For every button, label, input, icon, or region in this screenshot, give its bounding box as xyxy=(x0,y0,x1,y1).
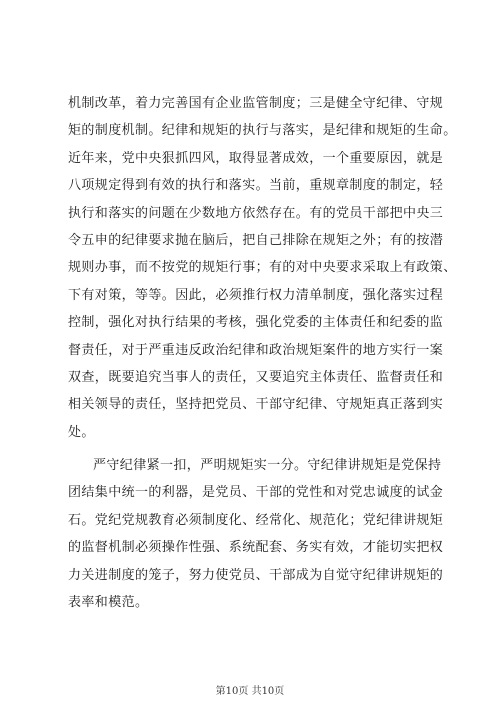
text-line: 下有对策，等等。因此，必须推行权力清单制度，强化落实过程 xyxy=(68,287,444,303)
text-line: 执行和落实的问题在少数地方依然存在。有的党员干部把中央三 xyxy=(68,205,444,221)
text-line: 控制，强化对执行结果的考核，强化党委的主体责任和纪委的监 xyxy=(68,315,444,331)
text-line: 表率和模范。 xyxy=(68,595,149,611)
text-line: 石。党纪党规教育必须制度化、经常化、规范化；党纪律讲规矩 xyxy=(68,512,444,528)
text-line: 督责任，对于严重违反政治纪律和政治规矩案件的地方实行一案 xyxy=(68,342,444,358)
text-line: 八项规定得到有效的执行和落实。当前，重规章制度的制定，轻 xyxy=(68,178,444,194)
text-line: 相关领导的责任，坚持把党员、干部守纪律、守规矩真正落到实 xyxy=(68,397,444,413)
text-line: 团结集中统一的利器，是党员、干部的党性和对党忠诚度的试金 xyxy=(68,485,444,501)
text-line: 令五申的纪律要求抛在脑后，把自己排除在规矩之外；有的按潜 xyxy=(68,232,444,248)
text-line: 双查，既要追究当事人的责任，又要追究主体责任、监督责任和 xyxy=(68,369,444,385)
paragraph-2 xyxy=(68,452,444,616)
text-line: 严守纪律紧一扣，严明规矩实一分。守纪律讲规矩是党保持 xyxy=(93,458,442,474)
paragraph-1 xyxy=(68,90,457,446)
page-number-footer: 第10页 共10页 xyxy=(215,686,285,697)
text-line: 近年来，党中央狠抓四风，取得显著成效，一个重要原因，就是 xyxy=(68,150,444,166)
text-line: 矩的制度机制。纪律和规矩的执行与落实，是纪律和规矩的生命。 xyxy=(68,123,457,139)
text-line: 处。 xyxy=(68,424,95,440)
text-line: 的监督机制必须操作性强、系统配套、务实有效，才能切实把权 xyxy=(68,540,444,556)
text-line: 规则办事，而不按党的规矩行事；有的对中央要求采取上有政策、 xyxy=(68,260,457,276)
text-line: 力关进制度的笼子，努力使党员、干部成为自觉守纪律讲规矩的 xyxy=(68,567,444,583)
text-line: 机制改革，着力完善国有企业监管制度；三是健全守纪律、守规 xyxy=(68,96,444,111)
document-body xyxy=(68,90,457,616)
